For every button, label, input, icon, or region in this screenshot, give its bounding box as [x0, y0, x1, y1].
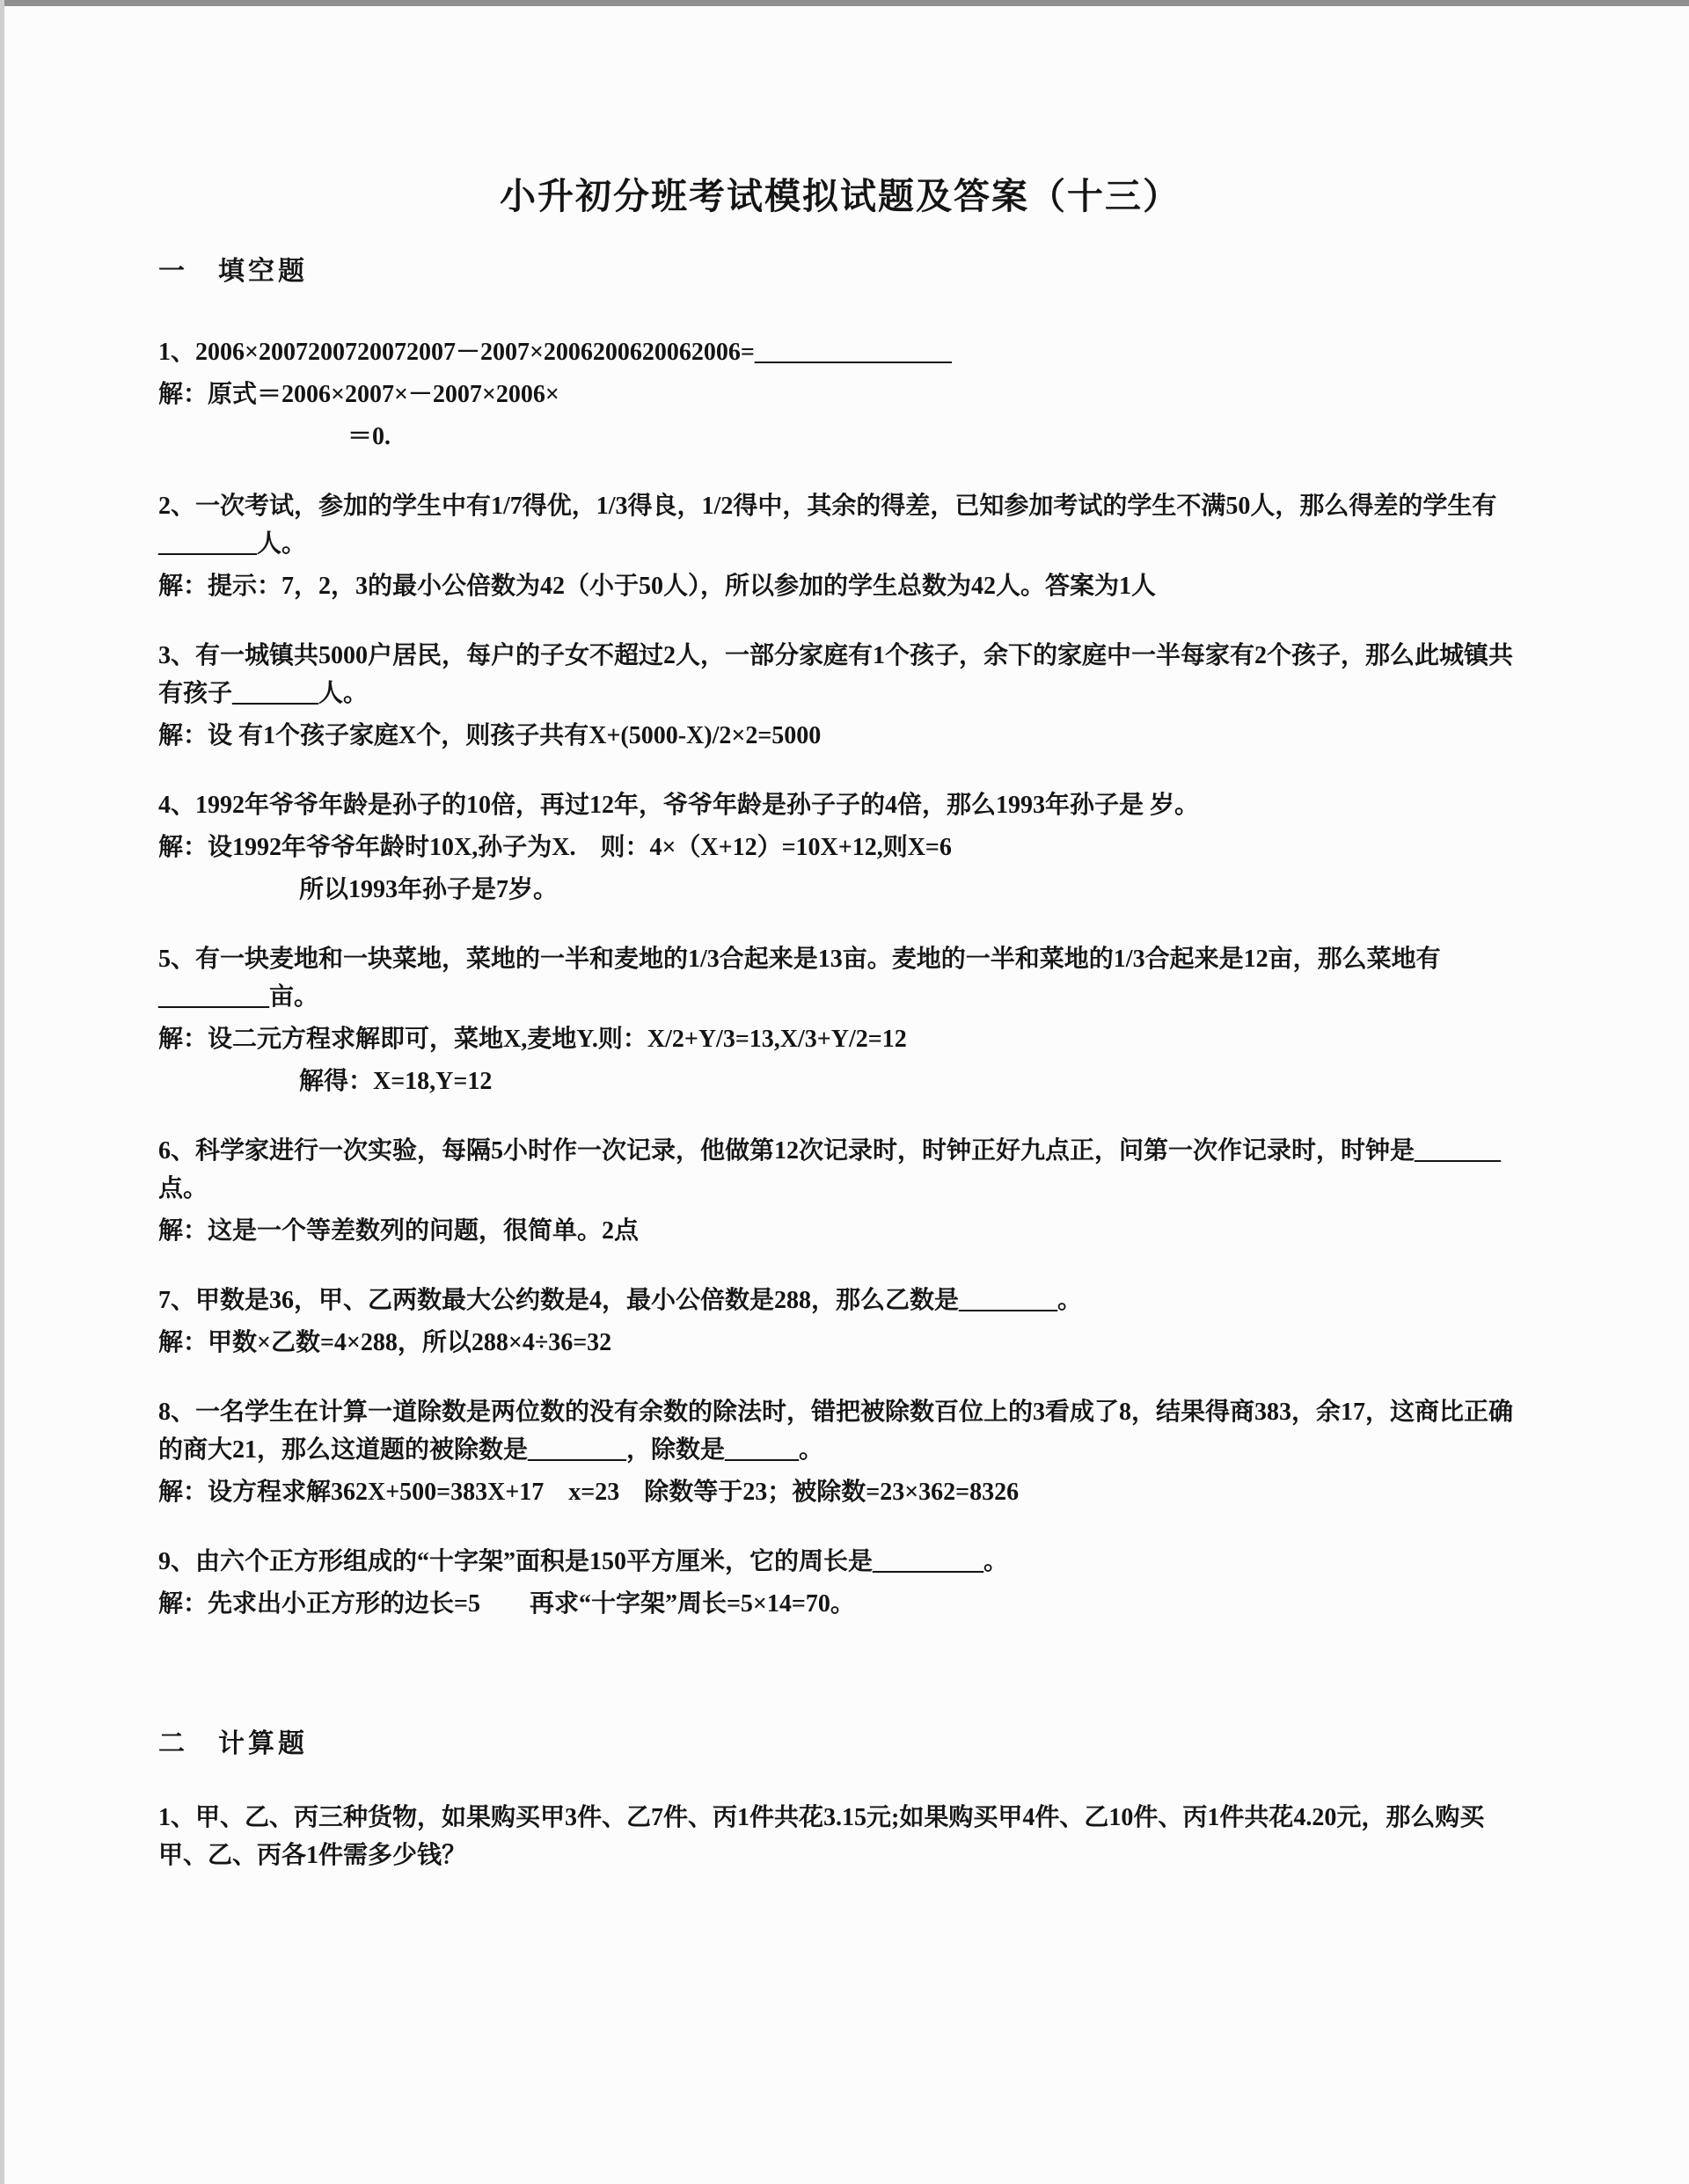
solution-1-line-1: 解：原式＝2006×2007×－2007×2006× [158, 381, 559, 408]
solution-3: 解：设 有1个孩子家庭X个，则孩子共有X+(5000-X)/2×2=5000 [158, 722, 822, 749]
question-2: 2、一次考试，参加的学生中有1/7得优，1/3得良，1/2得中，其余的得差，已知参加考试的学生不满50人，那么得差的学生有________人。 [158, 493, 1497, 558]
solution-8: 解：设方程求解362X+500=383X+17 x=23 除数等于23；被除数=23×362=8326 [158, 1479, 1020, 1506]
solution-5-line-2: 解得：X=18,Y=12 [299, 1068, 493, 1095]
question-5: 5、有一块麦地和一块菜地，菜地的一半和麦地的1/3合起来是13亩。麦地的一半和菜地的1/3合起来是12亩，那么菜地有_________亩。 [158, 946, 1441, 1011]
page-title: 小升初分班考试模拟试题及答案（十三） [500, 176, 1181, 216]
section-2-question-1: 1、甲、乙、丙三种货物，如果购买甲3件、乙7件、丙1件共花3.15元;如果购买甲4件、乙10件、丙1件共花4.20元，那么购买甲、乙、丙各1件需多少钱？ [158, 1804, 1485, 1869]
section-2-heading: 二 计算题 [158, 1729, 308, 1758]
scan-edge-top [0, 0, 1689, 6]
solution-5-line-1: 解：设二元方程求解即可，菜地X,麦地Y.则：X/2+Y/3=13,X/3+Y/2=12 [158, 1026, 907, 1053]
solution-6: 解：这是一个等差数列的问题，很简单。2点 [158, 1217, 640, 1245]
question-7: 7、甲数是36，甲、乙两数最大公约数是4，最小公倍数是288，那么乙数是________。 [158, 1287, 1083, 1314]
question-6: 6、科学家进行一次实验，每隔5小时作一次记录，他做第12次记录时，时钟正好九点正，问第一次作记录时，时钟是_______点。 [158, 1137, 1502, 1202]
question-3: 3、有一城镇共5000户居民，每户的子女不超过2人，一部分家庭有1个孩子，余下的家庭中一半每家有2个孩子，那么此城镇共有孩子_______人。 [158, 642, 1514, 707]
solution-2: 解：提示：7，2，3的最小公倍数为42（小于50人），所以参加的学生总数为42人。答案为1人 [158, 573, 1157, 600]
question-8: 8、一名学生在计算一道除数是两位数的没有余数的除法时，错把被除数百位上的3看成了8，结果得商383，余17，这商比正确的商大21，那么这道题的被除数是________，除数是______。 [158, 1399, 1514, 1464]
scan-edge-left [0, 0, 4, 2184]
solution-7: 解：甲数×乙数=4×288，所以288×4÷36=32 [158, 1329, 612, 1356]
solution-4-line-2: 所以1993年孙子是7岁。 [299, 876, 559, 903]
solution-1-line-2: ＝0. [347, 423, 391, 450]
question-4: 4、1992年爷爷年龄是孙子的10倍，再过12年，爷爷年龄是孙子子的4倍，那么1993年孙子是 岁。 [158, 792, 1200, 819]
question-1: 1、2006×2007200720072007－2007×2006200620062006=________________ [158, 339, 952, 366]
solution-9: 解：先求出小正方形的边长=5 再求“十字架”周长=5×14=70。 [158, 1590, 855, 1618]
solution-4-line-1: 解：设1992年爷爷年龄时10X,孙子为X. 则：4×（X+12）=10X+12,则X=6 [158, 834, 952, 861]
question-9: 9、由六个正方形组成的“十字架”面积是150平方厘米，它的周长是_________。 [158, 1548, 1009, 1575]
section-1-heading: 一 填空题 [158, 257, 308, 286]
